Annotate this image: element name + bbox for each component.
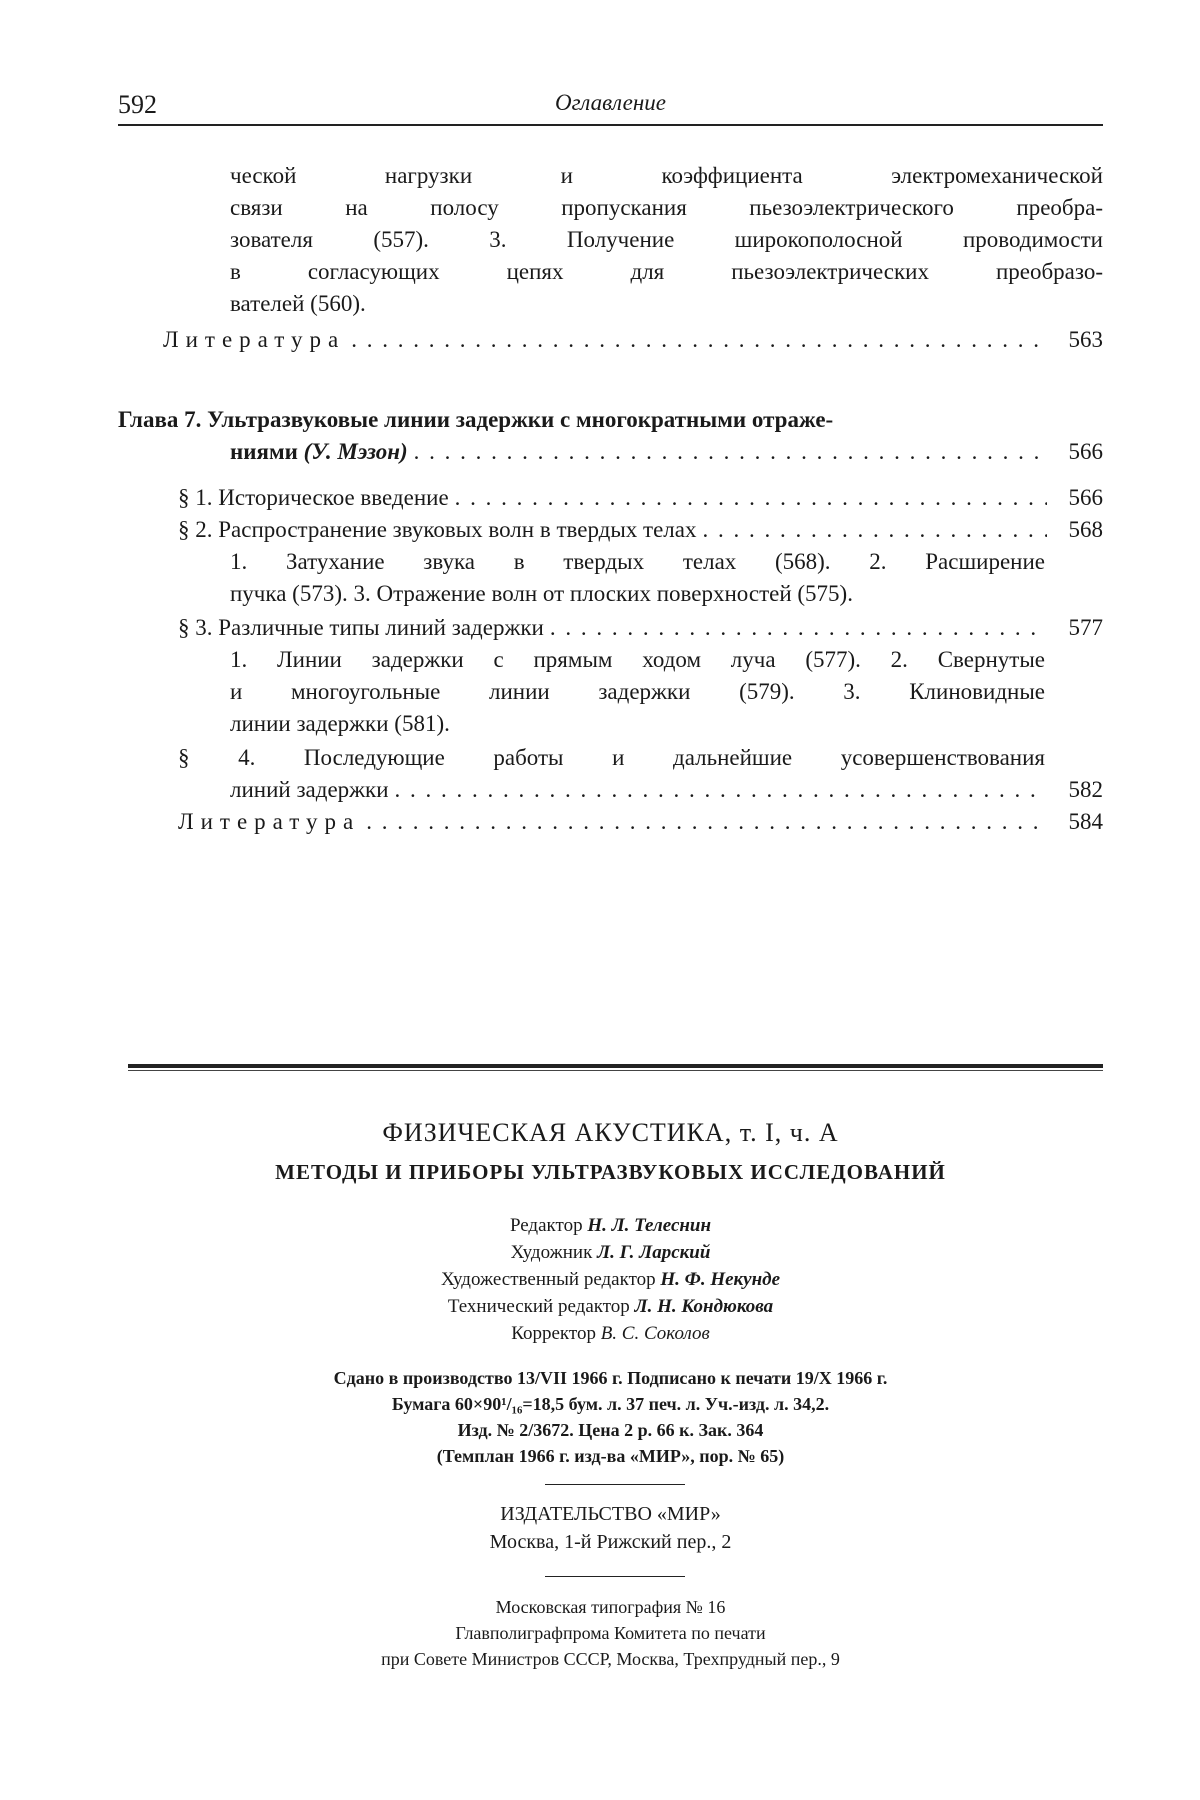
toc-section-entry	[178, 612, 1103, 644]
page-ref: 577	[1068, 615, 1103, 640]
book-subtitle: МЕТОДЫ И ПРИБОРЫ УЛЬТРАЗВУКОВЫХ ИССЛЕДОВАНИЙ	[275, 1160, 946, 1184]
running-head	[118, 90, 1103, 126]
printer-line: Главполиграфпрома Комитета по печати	[455, 1623, 766, 1643]
page-ref: 568	[1068, 517, 1103, 542]
publisher-block	[118, 1500, 1103, 1556]
page-number: 592	[118, 90, 157, 119]
dot-leader	[455, 482, 1047, 514]
production-line: Сдано в производство 13/VII 1966 г. Подписано к печати 19/X 1966 г.	[333, 1368, 888, 1388]
dot-leader	[703, 514, 1048, 546]
toc-section-entry	[178, 482, 1103, 514]
chapter-heading-line1: Глава 7. Ультразвуковые линии задержки с многократными отраже-	[118, 407, 834, 432]
section-title-line1: § 4. Последующие работы и дальнейшие усовершенствования	[178, 745, 1045, 770]
staff-role: Художник	[510, 1242, 593, 1263]
divider-rule	[128, 1064, 1103, 1068]
literature-label: Литература	[163, 327, 346, 352]
dot-leader	[351, 324, 1047, 356]
staff-role: Корректор	[511, 1323, 596, 1344]
continuation-line: ческой нагрузки и коэффициента электромеханической	[230, 163, 1103, 188]
short-divider	[545, 1576, 685, 1577]
subtopic-line: и многоугольные линии задержки (579). 3. Клиновидные	[230, 679, 1045, 704]
continuation-line: вателей (560).	[230, 291, 366, 316]
dot-leader	[366, 806, 1047, 838]
continuation-line: в согласующих цепях для пьезоэлектрических преобразо-	[230, 259, 1103, 284]
section-subtopics	[230, 644, 1045, 740]
short-divider	[545, 1484, 685, 1485]
staff-line	[118, 1212, 1103, 1239]
editorial-staff	[118, 1212, 1103, 1347]
dot-leader	[395, 774, 1047, 806]
chapter-title-word: ниями	[230, 439, 298, 464]
continuation-line: связи на полосу пропускания пьезоэлектрического преобра-	[230, 195, 1103, 220]
subtopic-line: 1. Затухание звука в твердых телах (568). 2. Расширение	[230, 549, 1045, 574]
dot-leader	[550, 612, 1047, 644]
toc-section-entry	[230, 774, 1103, 806]
page-ref: 566	[1068, 485, 1103, 510]
staff-name: Н. Ф. Некунде	[660, 1269, 781, 1290]
chapter-author: (У. Мэзон)	[303, 439, 408, 464]
section-title: § 3. Различные типы линий задержки	[178, 615, 544, 640]
publisher-name: ИЗДАТЕЛЬСТВО «МИР»	[500, 1503, 721, 1525]
toc-section-entry	[178, 514, 1103, 546]
page-ref: 566	[1068, 439, 1103, 464]
book-title: ФИЗИЧЕСКАЯ АКУСТИКА, т. I, ч. А	[382, 1118, 839, 1147]
staff-line	[118, 1293, 1103, 1320]
section-title: § 1. Историческое введение	[178, 485, 449, 510]
printer-line: при Совете Министров СССР, Москва, Трехпрудный пер., 9	[381, 1649, 840, 1669]
printer-line: Московская типография № 16	[495, 1597, 726, 1617]
subtopic-line: линии задержки (581).	[230, 711, 450, 736]
staff-role: Редактор	[509, 1215, 583, 1236]
production-line: Бумага 60×90¹/₁₆=18,5 бум. л. 37 печ. л. Уч.-изд. л. 34,2.	[391, 1394, 830, 1414]
production-line: Изд. № 2/3672. Цена 2 р. 66 к. Зак. 364	[457, 1420, 764, 1440]
literature-label: Литература	[178, 809, 361, 834]
subtopic-line: 1. Линии задержки с прямым ходом луча (577). 2. Свернутые	[230, 647, 1045, 672]
subtopic-line: пучка (573). 3. Отражение волн от плоских поверхностей (575).	[230, 581, 853, 606]
page-ref: 582	[1068, 777, 1103, 802]
section-title: § 2. Распространение звуковых волн в твердых телах	[178, 517, 697, 542]
staff-name: Л. Г. Ларский	[597, 1242, 711, 1263]
staff-name: В. С. Соколов	[600, 1323, 710, 1344]
dot-leader	[414, 436, 1047, 468]
chapter-title-end	[230, 436, 408, 468]
toc-literature-entry	[178, 806, 1103, 838]
staff-name: Н. Л. Телеснин	[587, 1215, 712, 1236]
staff-name: Л. Н. Кондюкова	[634, 1296, 774, 1317]
staff-role: Технический редактор	[447, 1296, 630, 1317]
toc-literature-entry	[163, 324, 1103, 356]
chapter-heading-line2	[230, 436, 1103, 468]
page-ref: 563	[1068, 327, 1103, 352]
section-title-line2: линий задержки	[230, 777, 389, 802]
running-title: Оглавление	[554, 90, 666, 115]
production-line: (Темплан 1966 г. изд-ва «МИР», пор. № 65)	[436, 1446, 785, 1466]
production-details	[118, 1365, 1103, 1469]
staff-line	[118, 1320, 1103, 1347]
page-ref: 584	[1068, 809, 1103, 834]
toc-continuation	[230, 160, 1103, 320]
staff-role: Художественный редактор	[440, 1269, 656, 1290]
publisher-address: Москва, 1-й Рижский пер., 2	[489, 1531, 732, 1553]
staff-line	[118, 1266, 1103, 1293]
divider-rule-thin	[128, 1070, 1103, 1071]
continuation-line: зователя (557). 3. Получение широкополосной проводимости	[230, 227, 1103, 252]
printer-block	[118, 1594, 1103, 1672]
staff-line	[118, 1239, 1103, 1266]
section-subtopics	[230, 546, 1045, 610]
